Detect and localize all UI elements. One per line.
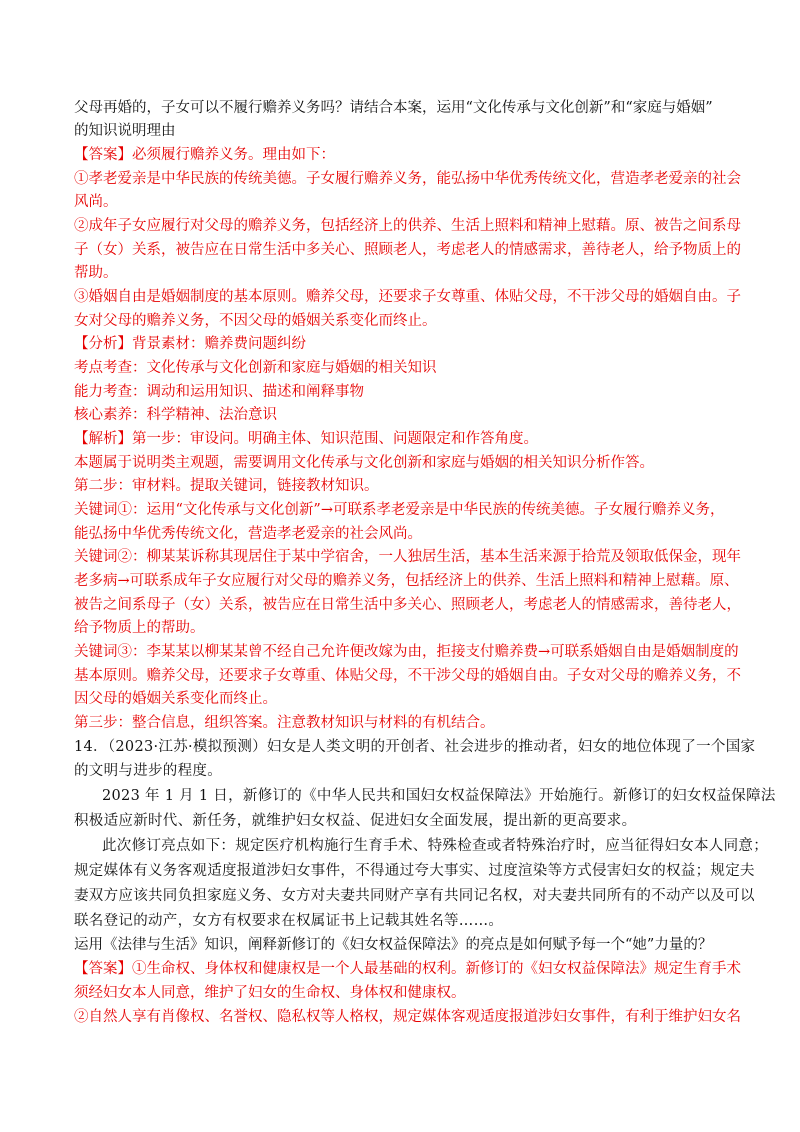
- explanation-line: 关键词①：运用“文化传承与文化创新”→可联系孝老爱亲是中华民族的传统美德。子女履行赡养义务，: [74, 502, 725, 518]
- analysis-heading: 【分析】背景素材：赡养费问题纠纷: [74, 336, 306, 352]
- explanation-line: 基本原则。赡养父母，还要求子女尊重、体贴父母，不干涉父母的婚姻自由。子女对父母的赡养义务，不: [74, 668, 741, 684]
- answer-line: 女对父母的赡养义务，不因父母的婚姻关系变化而终止。: [74, 313, 437, 329]
- material-paragraph: 2023 年 1 月 1 日，新修订的《中华人民共和国妇女权益保障法》开始施行。新修订的妇女权益保障法: [102, 788, 776, 804]
- answer-line: ③婚姻自由是婚姻制度的基本原则。赡养父母，还要求子女尊重、体贴父母，不干涉父母的婚姻自由。子: [74, 289, 741, 305]
- explanation-line: 第二步：审材料。提取关键词，链接教材知识。: [74, 478, 379, 494]
- explanation-line: 关键词②：柳某某诉称其现居住于某中学宿舍，一人独居生活，基本生活来源于拾荒及领取低保金，现年: [74, 549, 741, 565]
- explanation-line: 第三步：整合信息，组织答案。注意教材知识与材料的有机结合。: [74, 715, 495, 731]
- explanation-line: 能弘扬中华优秀传统文化，营造孝老爱亲的社会风尚。: [74, 526, 422, 542]
- analysis-line: 核心素养：科学精神、法治意识: [74, 407, 277, 423]
- answer-line: ②自然人享有肖像权、名誉权、隐私权等人格权，规定媒体客观适度报道涉妇女事件，有利于维护妇女名: [74, 1009, 741, 1025]
- explanation-line: 老多病→可联系成年子女应履行对父母的赡养义务，包括经济上的供养、生活上照料和精神上慰藉。原、: [74, 573, 739, 589]
- material-paragraph: 此次修订亮点如下：规定医疗机构施行生育手术、特殊检查或者特殊治疗时，应当征得妇女本人同意；: [102, 838, 768, 854]
- question-14-stem: 的文明与进步的程度。: [74, 763, 222, 779]
- explanation-line: 被告之间系母子（女）关系，被告应在日常生活中多关心、照顾老人，考虑老人的情感需求，善待老人，: [74, 597, 741, 613]
- answer-line: ①孝老爱亲是中华民族的传统美德。子女履行赡养义务，能弘扬中华优秀传统文化，营造孝老爱亲的社会: [74, 171, 741, 187]
- material-paragraph: 联名登记的动产，女方有权要求在权属证书上记载其姓名等……。: [74, 913, 504, 929]
- explanation-line: 因父母的婚姻关系变化而终止。: [74, 691, 277, 707]
- material-paragraph: 积极适应新时代、新任务，就维护妇女权益、促进妇女全面发展，提出新的更高要求。: [74, 813, 637, 829]
- analysis-line: 考点考查：文化传承与文化创新和家庭与婚姻的相关知识: [74, 360, 437, 376]
- material-paragraph: 规定媒体有义务客观适度报道涉妇女事件，不得通过夸大事实、过度渲染等方式侵害妇女的权益；规定夫: [74, 863, 755, 879]
- explanation-line: 本题属于说明类主观题，需要调用文化传承与文化创新和家庭与婚姻的相关知识分析作答。: [74, 455, 654, 471]
- explanation-heading: 【解析】第一步：审设问。明确主体、知识范围、问题限定和作答角度。: [74, 431, 538, 447]
- answer-line: 风尚。: [74, 194, 118, 210]
- question-line: 父母再婚的，子女可以不履行赡养义务吗？请结合本案，运用“文化传承与文化创新”和“家庭与婚姻”: [74, 100, 713, 116]
- question-14-stem: 14．（2023·江苏·模拟预测）妇女是人类文明的开创者、社会进步的推动者，妇女的地位体现了一个国家: [74, 739, 756, 755]
- answer-line: ②成年子女应履行对父母的赡养义务，包括经济上的供养、生活上照料和精神上慰藉。原、被告之间系母: [74, 218, 741, 234]
- question-14-ask: 运用《法律与生活》知识，阐释新修订的《妇女权益保障法》的亮点是如何赋予每一个“她”力量的？: [74, 937, 713, 953]
- material-paragraph: 妻双方应该共同负担家庭义务、女方对夫妻共同财产享有共同记名权，对夫妻共同所有的不动产以及可以: [74, 888, 755, 904]
- explanation-line: 给予物质上的帮助。: [74, 620, 205, 636]
- answer-line: 须经妇女本人同意，维护了妇女的生命权、身体权和健康权。: [74, 985, 466, 1001]
- question-line: 的知识说明理由: [74, 123, 176, 139]
- analysis-line: 能力考查：调动和运用知识、描述和阐释事物: [74, 384, 364, 400]
- answer-heading: 【答案】①生命权、身体权和健康权是一个人最基础的权利。新修订的《妇女权益保障法》规定生育手术: [74, 961, 741, 977]
- answer-line: 帮助。: [74, 265, 118, 281]
- answer-heading: 【答案】必须履行赡养义务。理由如下：: [74, 147, 335, 163]
- answer-line: 子（女）关系，被告应在日常生活中多关心、照顾老人，考虑老人的情感需求，善待老人，给予物质上的: [74, 242, 741, 258]
- explanation-line: 关键词③：李某某以柳某某曾不经自己允许便改嫁为由，拒接支付赡养费→可联系婚姻自由是婚姻制度的: [74, 644, 739, 660]
